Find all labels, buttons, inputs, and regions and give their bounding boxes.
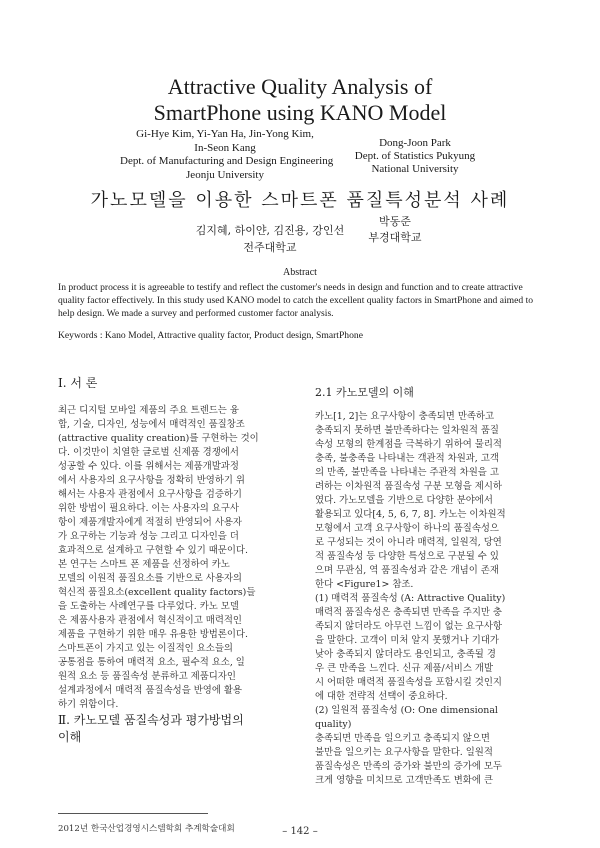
body-line: 카노[1, 2]는 요구사항이 충족되면 만족하고: [315, 411, 495, 422]
body-line: 최근 디지털 모바일 제품의 주요 트렌드는 융: [58, 405, 239, 416]
author-line: Dong-Joon Park: [379, 137, 451, 149]
body-line: 충족되면 만족을 일으키고 충족되지 않으면: [315, 733, 490, 744]
body-line: 효과적으로 설계하고 구현할 수 있기 때문이다.: [58, 545, 248, 556]
body-line: 가 요구하는 기능과 성능 그리고 디자인을 더: [58, 531, 239, 542]
body-line: 하기 위함이다.: [58, 699, 119, 710]
body-line: 우 큰 만족을 느낀다. 신규 제품/서비스 개발: [315, 663, 493, 674]
body-line: (1) 매력적 품질속성 (A: Attractive Quality): [315, 593, 506, 604]
body-line: 활용되고 있다[4, 5, 6, 7, 8]. 카노는 이차원적: [315, 509, 506, 520]
body-line: 합, 기술, 디자인, 성능에서 매력적인 품질창조: [58, 419, 245, 430]
affiliation-line: National University: [371, 163, 459, 175]
title-line-1: Attractive Quality Analysis of: [167, 74, 433, 99]
body-line: 충족되지 못하면 불만족하다는 일차원적 품질: [315, 425, 499, 436]
body-line: 낮아 충족되지 않더라도 용인되고, 충족될 경: [315, 649, 496, 660]
abstract-body: In product process it is agreeable to testify and reflect the customer's needs in design and function and to create attractive quality factor effectively. In this study used KANO model to catch the excellent quality factors in SmartPhone and aimed to help design. We made a survey and performed customer factor analysis.: [58, 282, 534, 319]
paper-title-korean: 가노모델을 이용한 스마트폰 품질특성분석 사례: [90, 190, 510, 211]
body-line: 스마트폰이 가지고 있는 이질적인 요소들의: [58, 643, 233, 654]
affiliation-line: Jeonju University: [186, 168, 264, 181]
body-line: 혁신적 품질요소(excellent quality factors)들: [58, 587, 256, 598]
section-2-heading: [58, 712, 280, 746]
body-line: (attractive quality creation)를 구현하는 것이: [58, 433, 259, 444]
body-line: 성공할 수 있다. 이를 위해서는 제품개발과정: [58, 461, 239, 472]
body-line: 항이 제품개발자에게 적절히 반영되어 사용자: [58, 517, 242, 528]
body-line: 공통점을 통하여 매력적 요소, 필수적 요소, 일: [58, 657, 245, 668]
body-line: 의 만족, 불만족을 나타내는 주관적 차원을 고: [315, 467, 499, 478]
body-line: 설계과정에서 매력적 품질속성을 반영에 활용: [58, 685, 242, 696]
section-2-heading-line: 이해: [58, 730, 82, 744]
section-1-heading: Ⅰ. 서 론: [58, 376, 98, 390]
page-number: – 142 –: [282, 826, 318, 837]
affiliation-line: 전주대학교: [243, 241, 297, 254]
body-line: 크게 영향을 미치므로 고객만족도 변화에 큰: [315, 775, 493, 786]
body-line: 족되지 않더라도 아무런 느낌이 없는 요구사항: [315, 621, 502, 632]
body-line: 제품을 구현하기 위한 매우 유용한 방법론이다.: [58, 629, 248, 640]
body-line: 적 품질속성 등 다양한 특성으로 구분될 수 있: [315, 551, 499, 562]
affiliation-line: Dept. of Manufacturing and Design Engineering: [120, 155, 334, 167]
body-line: (2) 일원적 품질속성 (O: One dimensional: [315, 705, 498, 716]
keywords: Keywords : Kano Model, Attractive quality factor, Product design, SmartPhone: [58, 330, 363, 341]
affiliation-line: Dept. of Statistics Pukyung: [354, 150, 476, 162]
paper-title-english: [0, 74, 600, 126]
section-1-body: [58, 404, 280, 712]
body-line: 한다 <Figure1> 참조.: [315, 579, 414, 590]
body-line: quality): [315, 719, 352, 730]
body-line: 위한 방법이 필요하다. 이는 사용자의 요구사: [58, 503, 239, 514]
author-line: 박동준: [379, 215, 411, 228]
body-line: 품질속성은 만족의 증가와 불만의 증가에 모두: [315, 761, 502, 772]
author-line: 김지혜, 하이얀, 김진용, 강인선: [195, 224, 345, 237]
body-line: 로 구성되는 것이 아니라 매력적, 일원적, 당연: [315, 537, 502, 548]
affiliation-line: 부경대학교: [368, 231, 422, 244]
body-line: 해서는 사용자 관점에서 요구사항을 검증하기: [58, 489, 242, 500]
body-line: 려하는 이차원적 품질속성 구분 모형을 제시하: [315, 481, 502, 492]
body-line: 매력적 품질속성은 충족되면 만족을 주지만 충: [315, 607, 502, 618]
section-2-heading-line: Ⅱ. 카노모델 품질속성과 평가방법의: [58, 713, 244, 727]
body-line: 원적 요소 등 품질속성 분류하고 제품디자인: [58, 671, 236, 682]
body-line: 였다. 가노모델을 기반으로 다양한 분야에서: [315, 495, 493, 506]
body-line: 에서 사용자의 요구사항을 정확히 반영하기 위: [58, 475, 245, 486]
authors-english-right: [305, 137, 525, 176]
footnote-rule: [58, 813, 208, 814]
title-line-2: SmartPhone using KANO Model: [153, 100, 447, 125]
body-line: 을 도출하는 사례연구를 다루었다. 카노 모델: [58, 601, 239, 612]
body-line: 속성 모형의 한계점을 극복하기 위하여 물리적: [315, 439, 502, 450]
body-line: 시 어떠한 매력적 품질속성을 포함시킬 것인지: [315, 677, 502, 688]
abstract-heading: Abstract: [283, 267, 317, 278]
body-line: 불만을 일으키는 요구사항을 말한다. 일원적: [315, 747, 493, 758]
body-line: 본 연구는 스마트 폰 제품을 선정하여 카노: [58, 559, 230, 570]
authors-english-left: [120, 128, 334, 182]
body-line: 모형에서 고객 요구사항이 하나의 품질속성으: [315, 523, 499, 534]
section-2-1-body: [315, 410, 550, 788]
authors-korean-left: [195, 222, 345, 256]
author-line: In-Seon Kang: [194, 141, 256, 154]
body-line: 다. 이것만이 치열한 글로벌 신제품 경쟁에서: [58, 447, 239, 458]
body-line: 을 말한다. 고객이 미처 알지 못했거나 기대가: [315, 635, 499, 646]
section-2-1-heading: 2.1 카노모델의 이해: [315, 386, 414, 399]
footnote: 2012년 한국산업경영시스템학회 추계학술대회: [58, 824, 235, 834]
body-line: 으며 무관심, 역 품질속성과 같은 개념이 존재: [315, 565, 499, 576]
body-line: 에 대한 전략적 선택이 중요하다.: [315, 691, 448, 702]
author-line: Gi-Hye Kim, Yi-Yan Ha, Jin-Yong Kim,: [136, 128, 314, 140]
body-line: 은 제품사용자 관점에서 혁신적이고 매력적인: [58, 615, 242, 626]
body-line: 충족, 불충족을 나타내는 객관적 차원과, 고객: [315, 453, 499, 464]
body-line: 모델의 이원적 품질요소를 기반으로 사용자의: [58, 573, 242, 584]
authors-korean-right: [345, 214, 445, 246]
